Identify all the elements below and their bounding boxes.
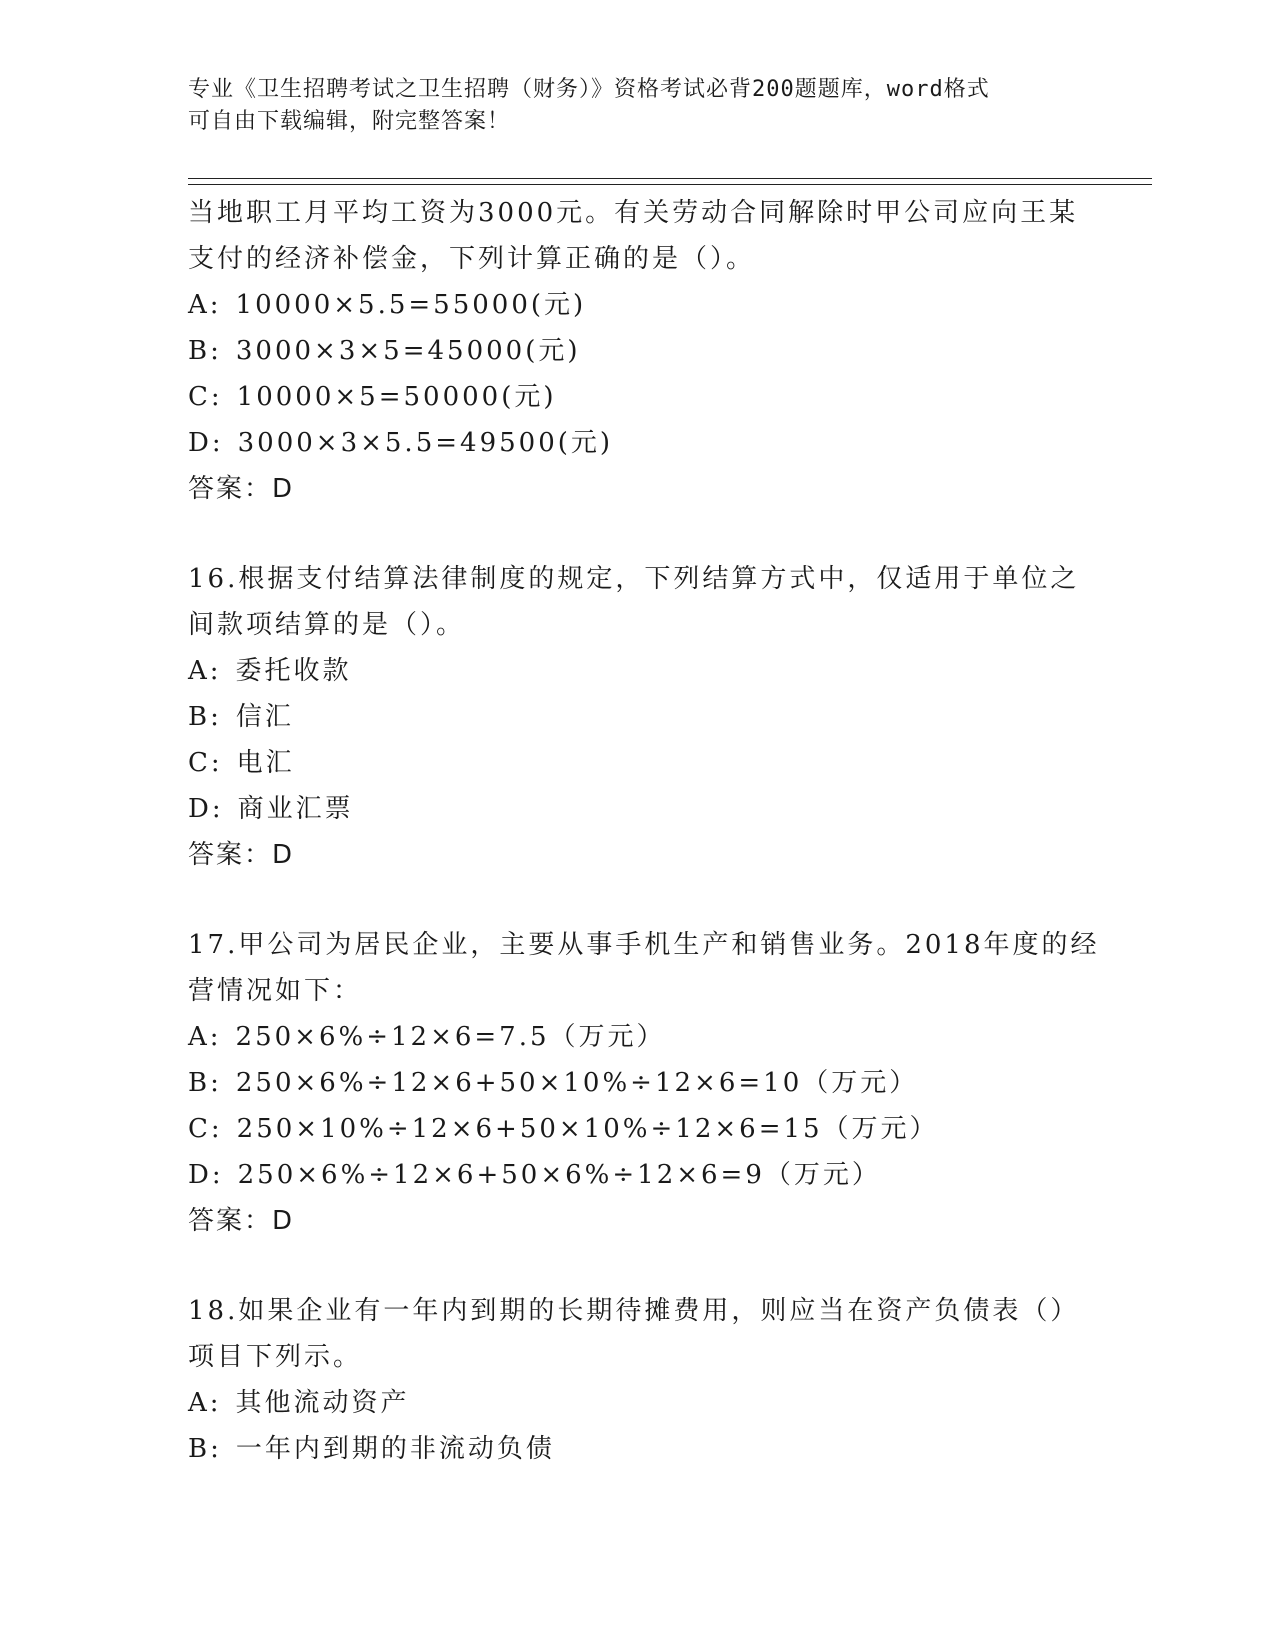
- option-text: 3000×3×5.5=49500(元): [237, 428, 614, 458]
- option-key: D:: [188, 1160, 224, 1190]
- option-key: A:: [188, 656, 222, 686]
- option-d: [188, 786, 1088, 832]
- option-key: C:: [188, 382, 223, 412]
- option-text: 委托收款: [235, 656, 352, 686]
- option-a: [188, 1014, 1088, 1060]
- question-stem-line: 间款项结算的是（）。: [188, 610, 466, 640]
- option-text: 250×6%÷12×6+50×6%÷12×6=9（万元）: [237, 1160, 881, 1190]
- document-header: [188, 74, 1088, 138]
- question-stem-line: 17.甲公司为居民企业，主要从事手机生产和销售业务。2018年度的经: [188, 930, 1100, 960]
- answer-line: 答案：D: [188, 840, 295, 870]
- header-divider-bottom: [188, 184, 1152, 185]
- question-18: [188, 1288, 1088, 1472]
- option-b: [188, 328, 1088, 374]
- option-text: 信汇: [235, 702, 294, 732]
- option-key: B:: [188, 1434, 222, 1464]
- option-text: 10000×5=50000(元): [236, 382, 557, 412]
- option-b: [188, 1060, 1088, 1106]
- option-key: C:: [188, 1114, 223, 1144]
- option-d: [188, 420, 1088, 466]
- answer-line: 答案：D: [188, 474, 295, 504]
- option-b: [188, 694, 1088, 740]
- option-text: 电汇: [236, 748, 295, 778]
- question-17: [188, 922, 1100, 1244]
- option-text: 商业汇票: [237, 794, 354, 824]
- option-c: [188, 374, 1088, 420]
- option-key: A:: [188, 290, 222, 320]
- option-c: [188, 740, 1088, 786]
- option-a: [188, 1380, 1088, 1426]
- option-key: D:: [188, 428, 224, 458]
- option-d: [188, 1152, 1088, 1198]
- question-15: [188, 190, 1088, 512]
- option-text: 250×6%÷12×6=7.5（万元）: [235, 1022, 666, 1052]
- option-text: 250×10%÷12×6+50×10%÷12×6=15（万元）: [236, 1114, 939, 1144]
- option-text: 一年内到期的非流动负债: [235, 1434, 555, 1464]
- question-stem-line: 支付的经济补偿金，下列计算正确的是（）。: [188, 244, 756, 274]
- header-divider-top: [188, 178, 1152, 179]
- question-list: [188, 190, 1100, 1472]
- option-key: B:: [188, 1068, 222, 1098]
- option-key: A:: [188, 1388, 222, 1418]
- option-key: B:: [188, 702, 222, 732]
- answer-line: 答案：D: [188, 1206, 295, 1236]
- option-key: D:: [188, 794, 224, 824]
- option-key: C:: [188, 748, 223, 778]
- option-text: 其他流动资产: [235, 1388, 410, 1418]
- question-stem-line: 项目下列示。: [188, 1342, 363, 1372]
- option-a: [188, 648, 1088, 694]
- question-stem-line: 18.如果企业有一年内到期的长期待摊费用，则应当在资产负债表（）: [188, 1296, 1080, 1326]
- option-c: [188, 1106, 1088, 1152]
- option-b: [188, 1426, 1088, 1472]
- question-stem-line: 营情况如下：: [188, 976, 363, 1006]
- question-stem-line: 当地职工月平均工资为3000元。有关劳动合同解除时甲公司应向王某: [188, 198, 1079, 228]
- header-title-line-1: 专业《卫生招聘考试之卫生招聘（财务）》资格考试必背200题题库，word格式: [188, 77, 990, 102]
- question-stem-line: 16.根据支付结算法律制度的规定，下列结算方式中，仅适用于单位之: [188, 564, 1080, 594]
- option-text: 10000×5.5=55000(元): [235, 290, 587, 320]
- header-title-line-2: 可自由下载编辑，附完整答案！: [188, 109, 511, 134]
- option-key: A:: [188, 1022, 222, 1052]
- question-16: [188, 556, 1088, 878]
- option-key: B:: [188, 336, 222, 366]
- option-a: [188, 282, 1088, 328]
- option-text: 250×6%÷12×6+50×10%÷12×6=10（万元）: [235, 1068, 919, 1098]
- option-text: 3000×3×5=45000(元): [235, 336, 581, 366]
